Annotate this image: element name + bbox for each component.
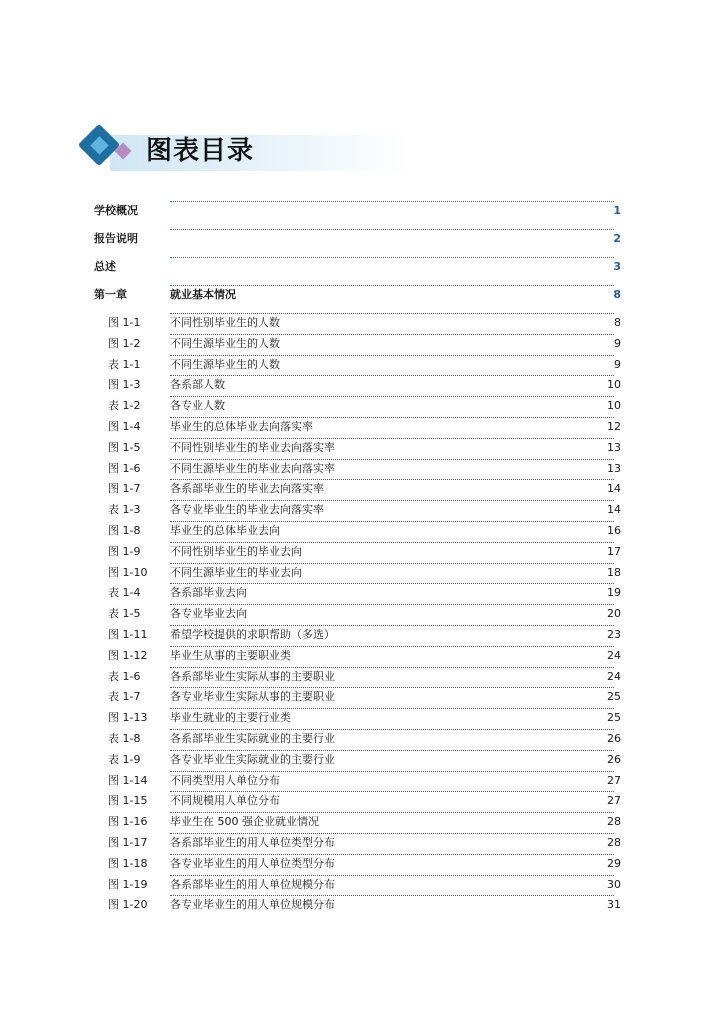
entry-title: 各系部毕业生的用人单位类型分布: [170, 836, 335, 849]
dot-leader: [170, 521, 614, 522]
entry-label: 表 1-2: [108, 399, 141, 413]
entry-title: 不同生源毕业生的人数: [170, 336, 280, 350]
entry-title: 不同性别毕业生的人数: [170, 316, 280, 329]
entry-title: 各专业人数: [170, 399, 225, 413]
entry-page-number: 8: [614, 316, 621, 329]
entry-title: 希望学校提供的求职帮助（多选）: [170, 628, 335, 641]
toc-header: [80, 124, 410, 176]
entry-label: 图 1-6: [108, 461, 141, 475]
entry-label: 第一章: [94, 288, 127, 301]
dot-leader: [170, 396, 614, 397]
entry-page-number: 9: [614, 336, 621, 350]
entry-page-number: 26: [607, 732, 621, 745]
entry-label: 图 1-16: [108, 815, 148, 829]
entry-page-number: 17: [607, 544, 621, 558]
entry-label: 表 1-5: [108, 607, 141, 621]
entry-title: 不同生源毕业生的毕业去向落实率: [170, 461, 335, 475]
entry-label: 图 1-20: [108, 898, 148, 912]
entry-label: 图 1-7: [108, 482, 141, 496]
entry-title: 不同类型用人单位分布: [170, 773, 280, 787]
entry-title: 毕业生的总体毕业去向: [170, 524, 280, 537]
entry-title: 各专业毕业生的用人单位类型分布: [170, 856, 335, 870]
entry-title: 不同性别毕业生的毕业去向落实率: [170, 440, 335, 454]
entry-page-number: 24: [607, 648, 621, 662]
dot-leader: [170, 833, 614, 834]
dot-leader: [170, 542, 614, 543]
entry-label: 表 1-8: [108, 732, 141, 745]
entry-label: 表 1-9: [108, 752, 141, 766]
dot-leader: [170, 875, 614, 876]
entry-page-number: 9: [614, 357, 621, 371]
entry-page-number: 3: [613, 260, 621, 273]
entry-label: 图 1-11: [108, 628, 148, 641]
dot-leader: [170, 708, 614, 709]
dot-leader: [170, 285, 614, 286]
entry-label: 表 1-6: [108, 669, 141, 683]
entry-label: 表 1-4: [108, 586, 141, 600]
entry-label: 图 1-18: [108, 856, 148, 870]
dot-leader: [170, 812, 614, 813]
dot-leader: [170, 895, 614, 896]
entry-label: 图 1-2: [108, 336, 141, 350]
entry-label: 图 1-4: [108, 420, 141, 433]
entry-label: 图 1-3: [108, 378, 141, 392]
entry-title: 各专业毕业生实际就业的主要行业: [170, 752, 335, 766]
dot-leader: [170, 750, 614, 751]
entry-title: 毕业生就业的主要行业类: [170, 711, 291, 725]
entry-page-number: 27: [607, 773, 621, 787]
entry-page-number: 28: [607, 836, 621, 849]
entry-page-number: 20: [607, 607, 621, 621]
dot-leader: [170, 667, 614, 668]
entry-page-number: 27: [607, 794, 621, 808]
dot-leader: [170, 625, 614, 626]
entry-label: 图 1-19: [108, 877, 148, 891]
dot-leader: [170, 583, 614, 584]
dot-leader: [170, 854, 614, 855]
entry-page-number: 8: [613, 288, 621, 301]
dot-leader: [170, 791, 614, 792]
entry-title: 不同生源毕业生的毕业去向: [170, 565, 302, 579]
entry-page-number: 10: [607, 378, 621, 392]
dot-leader: [170, 355, 614, 356]
entry-label: 表 1-3: [108, 503, 141, 517]
entry-label: 图 1-13: [108, 711, 148, 725]
entry-page-number: 14: [607, 482, 621, 496]
entry-label: 图 1-1: [108, 316, 141, 329]
entry-title: 各系部毕业生的毕业去向落实率: [170, 482, 324, 496]
entry-page-number: 13: [607, 461, 621, 475]
dot-leader: [170, 257, 614, 258]
entry-label: 图 1-5: [108, 440, 141, 454]
entry-title: 各系部毕业生实际就业的主要行业: [170, 732, 335, 745]
entry-label: 图 1-15: [108, 794, 148, 808]
entry-title: 各专业毕业生的毕业去向落实率: [170, 503, 324, 517]
entry-title: 各系部毕业去向: [170, 586, 247, 600]
dot-leader: [170, 646, 614, 647]
entry-title: 不同规模用人单位分布: [170, 794, 280, 808]
entry-title: 各系部毕业生实际从事的主要职业: [170, 669, 335, 683]
entry-label: 图 1-14: [108, 773, 148, 787]
entry-label: 表 1-7: [108, 690, 141, 704]
page-title: 图表目录: [146, 136, 255, 166]
dot-leader: [170, 334, 614, 335]
entry-title: 各系部人数: [170, 378, 225, 392]
entry-page-number: 26: [607, 752, 621, 766]
dot-leader: [170, 438, 614, 439]
dot-leader: [170, 604, 614, 605]
entry-page-number: 14: [607, 503, 621, 517]
entry-label: 表 1-1: [108, 357, 141, 371]
entry-label: 总述: [94, 260, 116, 273]
entry-title: 毕业生在 500 强企业就业情况: [170, 815, 319, 829]
entry-page-number: 13: [607, 440, 621, 454]
entry-page-number: 31: [607, 898, 621, 912]
entry-label: 图 1-17: [108, 836, 148, 849]
dot-leader: [170, 500, 614, 501]
entry-title: 就业基本情况: [170, 288, 236, 301]
dot-leader: [170, 229, 614, 230]
entry-page-number: 10: [607, 399, 621, 413]
entry-label: 图 1-10: [108, 565, 148, 579]
entry-page-number: 18: [607, 565, 621, 579]
entry-title: 各系部毕业生的用人单位规模分布: [170, 877, 335, 891]
entry-label: 学校概况: [94, 204, 138, 217]
entry-page-number: 24: [607, 669, 621, 683]
entry-label: 报告说明: [94, 232, 138, 245]
dot-leader: [170, 771, 614, 772]
entry-label: 图 1-12: [108, 648, 148, 662]
entry-title: 各专业毕业去向: [170, 607, 247, 621]
dot-leader: [170, 563, 614, 564]
entry-title: 毕业生的总体毕业去向落实率: [170, 420, 313, 433]
entry-page-number: 28: [607, 815, 621, 829]
entry-page-number: 23: [607, 628, 621, 641]
dot-leader: [170, 417, 614, 418]
dot-leader: [170, 729, 614, 730]
entry-label: 图 1-9: [108, 544, 141, 558]
dot-leader: [170, 479, 614, 480]
entry-page-number: 1: [613, 204, 621, 217]
entry-page-number: 12: [607, 420, 621, 433]
entry-page-number: 30: [607, 877, 621, 891]
entry-page-number: 25: [607, 690, 621, 704]
entry-page-number: 25: [607, 711, 621, 725]
entry-page-number: 29: [607, 856, 621, 870]
dot-leader: [170, 313, 614, 314]
entry-page-number: 19: [607, 586, 621, 600]
entry-page-number: 16: [607, 524, 621, 537]
dot-leader: [170, 375, 614, 376]
dot-leader: [170, 459, 614, 460]
entry-title: 不同生源毕业生的人数: [170, 357, 280, 371]
entry-label: 图 1-8: [108, 524, 141, 537]
entry-title: 毕业生从事的主要职业类: [170, 648, 291, 662]
entry-title: 不同性别毕业生的毕业去向: [170, 544, 302, 558]
dot-leader: [170, 687, 614, 688]
entry-page-number: 2: [613, 232, 621, 245]
entry-title: 各专业毕业生实际从事的主要职业: [170, 690, 335, 704]
dot-leader: [170, 201, 614, 202]
entry-title: 各专业毕业生的用人单位规模分布: [170, 898, 335, 912]
